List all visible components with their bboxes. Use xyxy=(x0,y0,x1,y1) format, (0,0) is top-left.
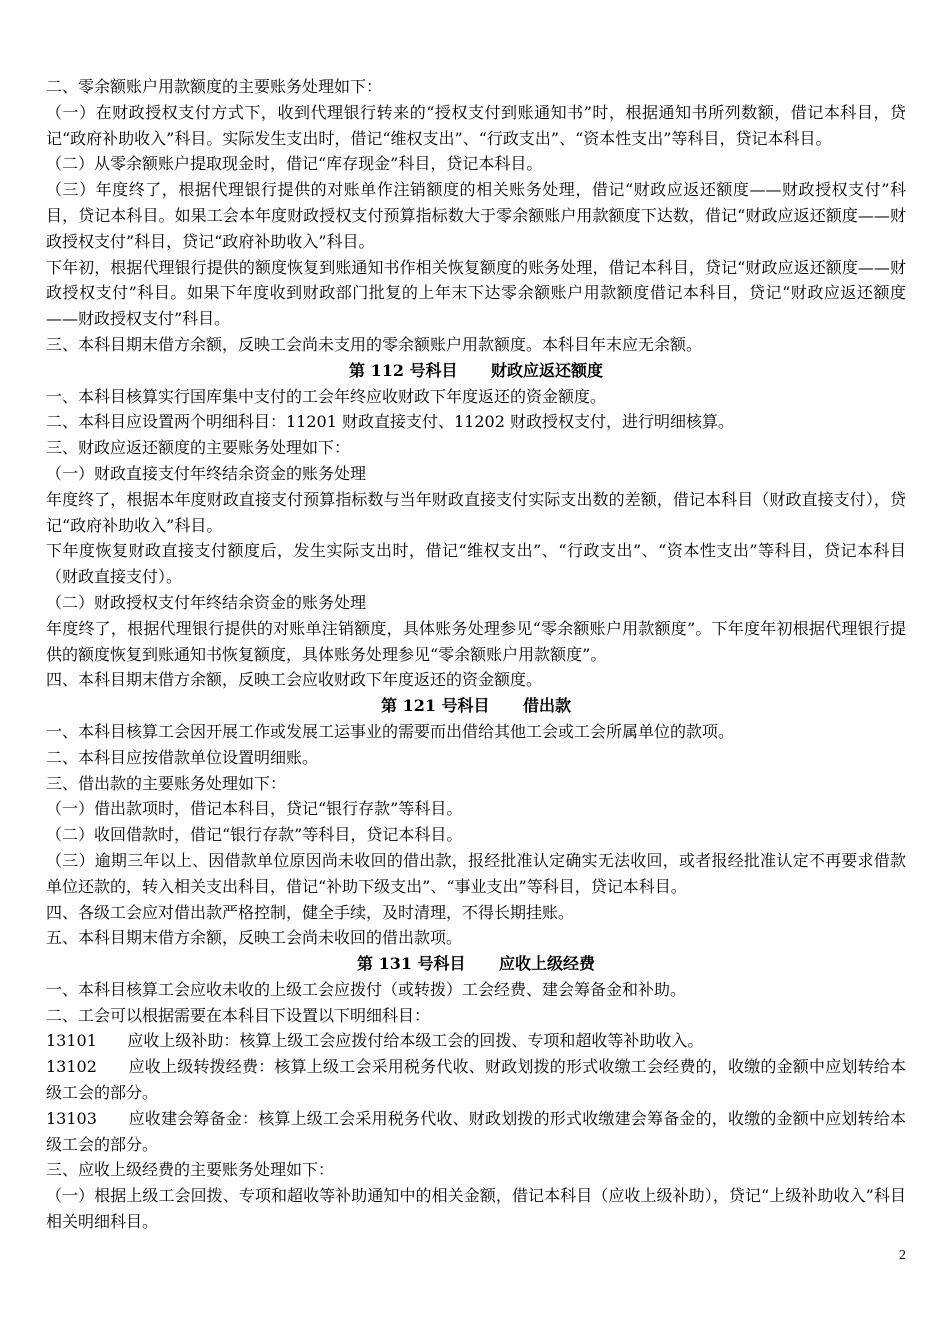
paragraph: （三）年度终了，根据代理银行提供的对账单作注销额度的相关账务处理，借记“财政应返还额度——财政授权支付”科目，贷记本科目。如果工会本年度财政授权支付预算指标数大于零余额账户用款额度下达数，借记“财政应返还额度——财政授权支付”科目，贷记“政府补助收入”科目。 xyxy=(46,180,906,251)
paragraph: （三）逾期三年以上、因借款单位原因尚未收回的借出款，报经批准认定确实无法收回，或者报经批准认定不再要求借款单位还款的，转入相关支出科目，借记“补助下级支出”、“事业支出”等科目，贷记本科目。 xyxy=(46,850,906,896)
paragraph: 下年度恢复财政直接支付额度后，发生实际支出时，借记“维权支出”、“行政支出”、“资本性支出”等科目，贷记本科目（财政直接支付）。 xyxy=(46,541,906,587)
paragraph: 四、各级工会应对借出款严格控制，健全手续，及时清理，不得长期挂账。 xyxy=(46,902,575,922)
paragraph: 二、本科目应设置两个明细科目：11201 财政直接支付、11202 财政授权支付，进行明细核算。 xyxy=(46,412,734,432)
paragraph: 二、本科目应按借款单位设置明细账。 xyxy=(46,747,319,767)
section-heading-131: 第 131 号科目 应收上级经费 xyxy=(357,954,595,974)
paragraph: （二）从零余额账户提取现金时，借记“库存现金”科目，贷记本科目。 xyxy=(46,154,543,174)
paragraph: （二）财政授权支付年终结余资金的账务处理 xyxy=(46,592,367,612)
paragraph: 一、本科目核算工会因开展工作或发展工运事业的需要而出借给其他工会或工会所属单位的款项。 xyxy=(46,721,735,741)
document-body xyxy=(46,74,906,1235)
paragraph: 二、零余额账户用款额度的主要账务处理如下： xyxy=(46,77,383,96)
section-heading-121: 第 121 号科目 借出款 xyxy=(381,696,571,716)
paragraph: 三、财政应返还额度的主要账务处理如下： xyxy=(46,438,351,458)
paragraph: 13101 应收上级补助：核算上级工会应拨付给本级工会的回拨、专项和超收等补助收入。 xyxy=(46,1031,704,1051)
page-number: 2 xyxy=(899,1248,906,1263)
paragraph: 一、本科目核算实行国库集中支付的工会年终应收财政下年度返还的资金额度。 xyxy=(46,386,607,406)
paragraph: 13102 应收上级转拨经费：核算上级工会采用税务代收、财政划拨的形式收缴工会经费的，收缴的金额中应划转给本级工会的部分。 xyxy=(46,1057,906,1103)
paragraph: 三、借出款的主要账务处理如下： xyxy=(46,773,287,793)
paragraph: 下年初，根据代理银行提供的额度恢复到账通知书作相关恢复额度的账务处理，借记本科目，贷记“财政应返还额度——财政授权支付”科目。如果下年度收到财政部门批复的上年末下达零余额账户用款额度借记本科目，贷记“财政应返还额度——财政授权支付”科目。 xyxy=(46,257,906,329)
paragraph: 年度终了，根据代理银行提供的对账单注销额度，具体账务处理参见“零余额账户用款额度”。下年度年初根据代理银行提供的额度恢复到账通知书恢复额度，具体账务处理参见“零余额账户用款额度”。 xyxy=(46,618,906,664)
paragraph: 五、本科目期末借方余额，反映工会尚未收回的借出款项。 xyxy=(46,928,463,948)
paragraph: 三、本科目期末借方余额，反映工会尚未支用的零余额账户用款额度。本科目年末应无余额。 xyxy=(46,334,703,354)
paragraph: （一）财政直接支付年终结余资金的账务处理 xyxy=(46,463,367,483)
paragraph: （二）收回借款时，借记“银行存款”等科目，贷记本科目。 xyxy=(46,825,463,845)
paragraph: 13103 应收建会筹备金：核算上级工会采用税务代收、财政划拨的形式收缴建会筹备金的，收缴的金额中应划转给本级工会的部分。 xyxy=(46,1108,906,1154)
paragraph: （一）根据上级工会回拨、专项和超收等补助通知中的相关金额，借记本科目（应收上级补助），贷记“上级补助收入”科目相关明细科目。 xyxy=(46,1186,906,1232)
paragraph: 三、应收上级经费的主要账务处理如下： xyxy=(46,1160,335,1180)
paragraph: （一）借出款项时，借记本科目，贷记“银行存款”等科目。 xyxy=(46,799,463,819)
paragraph: 二、工会可以根据需要在本科目下设置以下明细科目： xyxy=(46,1005,431,1025)
section-heading-112: 第 112 号科目 财政应返还额度 xyxy=(349,360,603,380)
paragraph: 一、本科目核算工会应收未收的上级工会应拨付（或转拨）工会经费、建会筹备金和补助。 xyxy=(46,979,687,999)
paragraph: 年度终了，根据本年度财政直接支付预算指标数与当年财政直接支付实际支出数的差额，借记本科目（财政直接支付），贷记“政府补助收入”科目。 xyxy=(46,489,906,535)
paragraph: （一）在财政授权支付方式下，收到代理银行转来的“授权支付到账通知书”时，根据通知书所列数额，借记本科目，贷记“政府补助收入”科目。实际发生支出时，借记“维权支出”、“行政支出”、“资本性支出”等科目，贷记本科目。 xyxy=(46,102,906,148)
paragraph: 四、本科目期末借方余额，反映工会应收财政下年度返还的资金额度。 xyxy=(46,670,543,690)
